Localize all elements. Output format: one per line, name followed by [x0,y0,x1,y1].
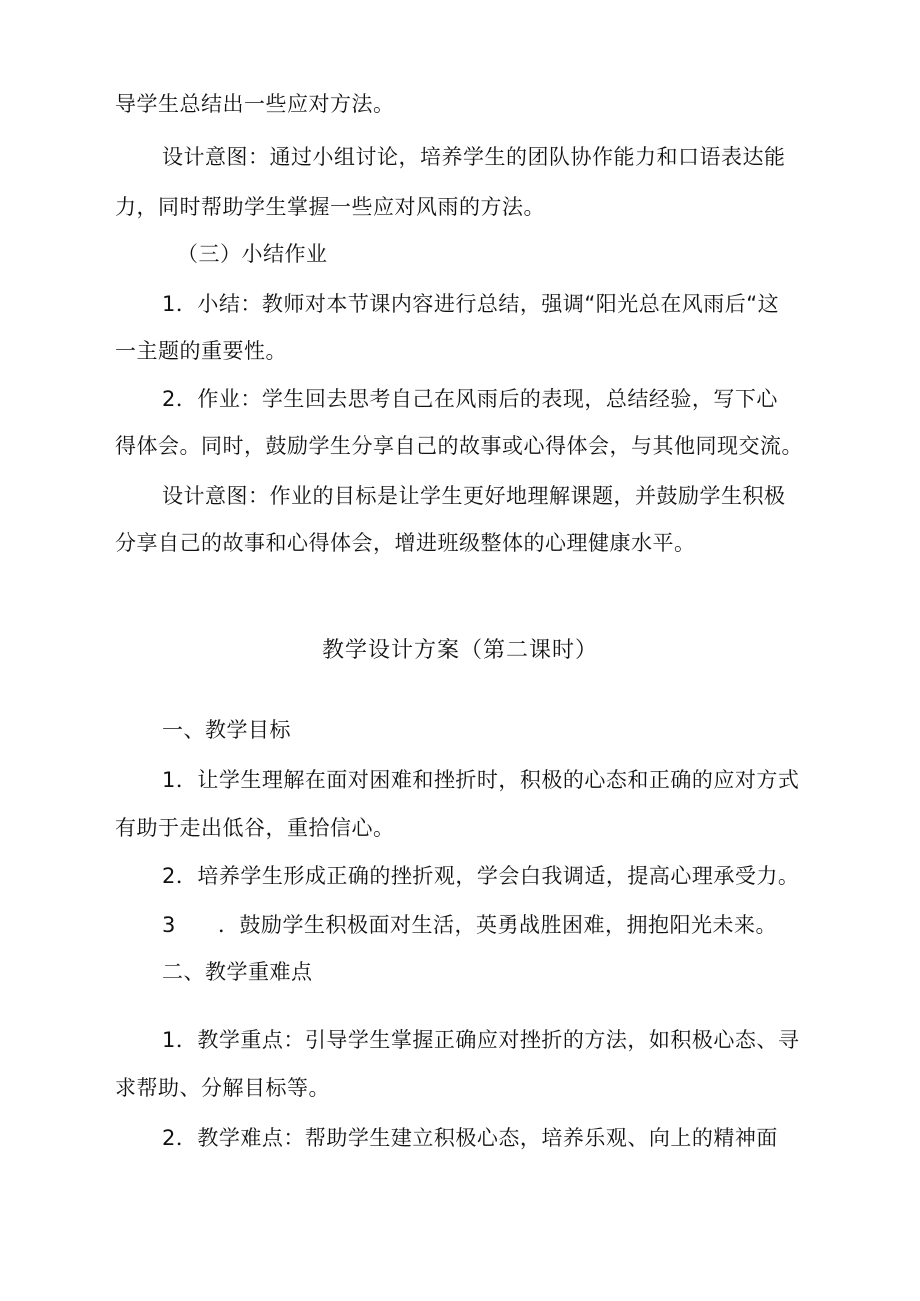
paragraph-line: 力，同时帮助学生掌握一些应对风雨的方法。 [115,195,545,219]
objective-item-line: 2．培养学生形成正确的挫折观，学会白我调适，提高心理承受力。 [162,864,800,888]
key-points-heading: 二、教学重难点 [162,960,313,984]
objectives-heading: 一、教学目标 [162,718,291,742]
paragraph-line: 有助于走出低谷，重拾信心。 [115,816,395,840]
design-intent-line: 设计意图：通过小组讨论，培养学生的团队协作能力和口语表达能 [162,145,786,169]
paragraph-line: 分享自己的故事和心得体会，增进班级整体的心理健康水平。 [115,531,696,555]
objective-item-line: 1．让学生理解在面对困难和挫折时，积极的心态和正确的应对方式 [162,768,800,792]
design-intent-line: 设计意图：作业的目标是让学生更好地理解课题，并鼓励学生积极 [162,484,786,508]
key-point-item-line: 1．教学重点：引导学生掌握正确应对挫折的方法，如积极心态、寻 [162,1028,800,1052]
key-point-item-line: 2．教学难点：帮助学生建立积极心态，培养乐观、向上的精神面 [162,1126,778,1150]
paragraph-line: 一主题的重要性。 [115,339,287,363]
section-title: 教学设计方案（第二课时） [321,638,598,663]
homework-item-line: 2．作业：学生回去思考自己在风雨后的表现，总结经验，写下心 [162,387,778,411]
summary-item-line: 1．小结：教师对本节课内容进行总结，强调“阳光总在风雨后“这 [162,292,780,316]
objective-item-number: 3 [162,913,176,937]
paragraph-line: 导学生总结出一些应对方法。 [115,92,395,116]
subsection-heading: （三）小结作业 [177,242,328,266]
paragraph-line: 求帮助、分解目标等。 [115,1076,330,1100]
paragraph-line: 得体会。同时，鼓励学生分享自己的故事或心得体会，与其他同现交流。 [115,434,803,458]
objective-item-line: ．鼓励学生积极面对生活，英勇战胜困难，拥抱阳光未来。 [218,913,777,937]
